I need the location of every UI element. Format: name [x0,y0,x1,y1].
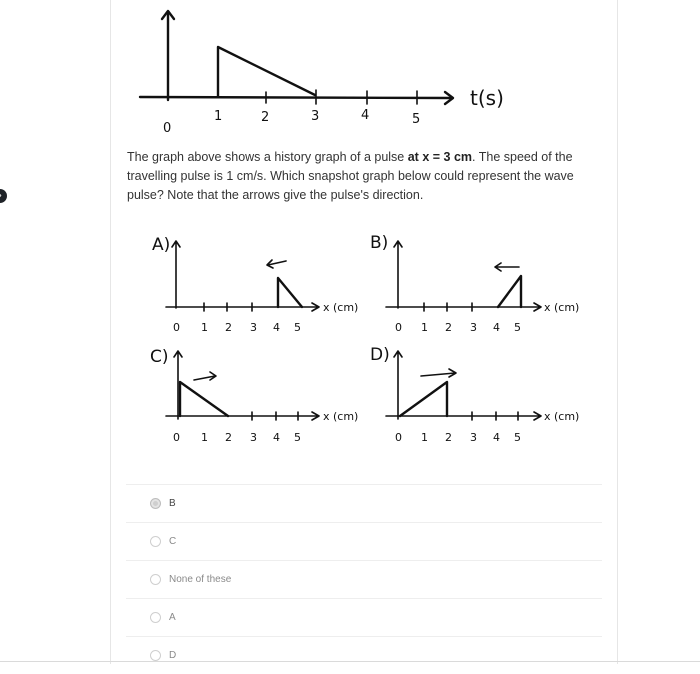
snapshot-c-tick-3: 3 [250,431,257,444]
option-b[interactable] [126,484,602,522]
option-label: None of these [169,574,232,585]
history-x-axis [140,97,452,98]
snapshot-b-tick-3: 3 [470,321,477,334]
snapshot-graph-b [370,233,579,334]
snapshot-graphs [0,220,700,455]
snapshot-c-tick-4: 4 [273,431,280,444]
snapshot-d-letter: D) [370,345,390,365]
snapshot-d-tick-3: 3 [470,431,477,444]
history-axis-label: t(s) [470,86,504,110]
snapshot-d-arrow [421,369,456,377]
radio-icon[interactable] [150,536,161,547]
snapshot-d-tick-1: 1 [421,431,428,444]
snapshot-d-tick-4: 4 [493,431,500,444]
history-tick-3: 3 [311,109,320,124]
question-text-pre: The graph above shows a history graph of a pulse [127,150,408,164]
question-text [127,148,587,205]
snapshot-b-tick-2: 2 [445,321,452,334]
option-c[interactable] [126,522,602,560]
snapshot-c-tick-5: 5 [294,431,301,444]
snapshot-d-axis-label: x (cm) [544,410,580,423]
snapshot-c-axis-label: x (cm) [323,410,359,423]
snapshot-a-tick-3: 3 [250,321,257,334]
snapshot-c-tick-2: 2 [225,431,232,444]
option-a[interactable] [126,598,602,636]
snapshot-a-pulse [278,278,302,307]
snapshot-c-pulse [180,382,228,416]
snapshot-d-tick-2: 2 [445,431,452,444]
divider [0,661,700,662]
snapshot-a-tick-5: 5 [294,321,301,334]
history-tick-1: 1 [214,109,223,124]
radio-icon[interactable] [150,650,161,661]
snapshot-c-arrow [194,372,216,380]
snapshot-graph-a [152,235,358,334]
snapshot-b-letter: B) [370,233,389,253]
history-graph [0,0,700,145]
snapshot-d-tick-5: 5 [514,431,521,444]
snapshot-c-tick-1: 1 [201,431,208,444]
history-tick-5: 5 [412,112,421,127]
radio-icon[interactable] [150,612,161,623]
snapshot-c-tick-0: 0 [173,431,180,444]
snapshot-b-tick-1: 1 [421,321,428,334]
snapshot-a-letter: A) [152,235,171,255]
question-text-bold: at x = 3 cm [407,150,473,164]
snapshot-graph-c [150,347,358,444]
snapshot-graph-d [370,345,579,444]
radio-selected-icon[interactable] [150,498,161,509]
option-label: B [169,498,176,509]
snapshot-a-arrow [267,260,286,268]
snapshot-b-axis-label: x (cm) [544,301,580,314]
option-label: D [169,650,177,661]
history-pulse [218,47,315,97]
option-d[interactable] [126,636,602,674]
snapshot-a-axis-label: x (cm) [323,301,359,314]
snapshot-a-tick-2: 2 [225,321,232,334]
history-tick-2: 2 [261,110,270,125]
option-none[interactable] [126,560,602,598]
answer-options [126,484,602,674]
info-badge-icon [0,189,7,203]
history-tick-0: 0 [163,121,172,136]
option-label: A [169,612,176,623]
radio-icon[interactable] [150,574,161,585]
snapshot-d-pulse [400,382,447,416]
history-tick-4: 4 [361,108,370,123]
snapshot-b-tick-5: 5 [514,321,521,334]
snapshot-a-tick-0: 0 [173,321,180,334]
snapshot-b-tick-4: 4 [493,321,500,334]
question-text-post: . The speed of the travelling pulse is 1 cm/s. Which snapshot graph below could represent the wave pulse? Note that the arrows give the pulse's direction. [127,150,574,202]
snapshot-b-tick-0: 0 [395,321,402,334]
snapshot-a-tick-1: 1 [201,321,208,334]
snapshot-b-pulse [498,276,521,307]
snapshot-d-tick-0: 0 [395,431,402,444]
option-label: C [169,536,177,547]
snapshot-b-arrow [495,263,519,271]
snapshot-a-tick-4: 4 [273,321,280,334]
snapshot-c-letter: C) [150,347,169,367]
